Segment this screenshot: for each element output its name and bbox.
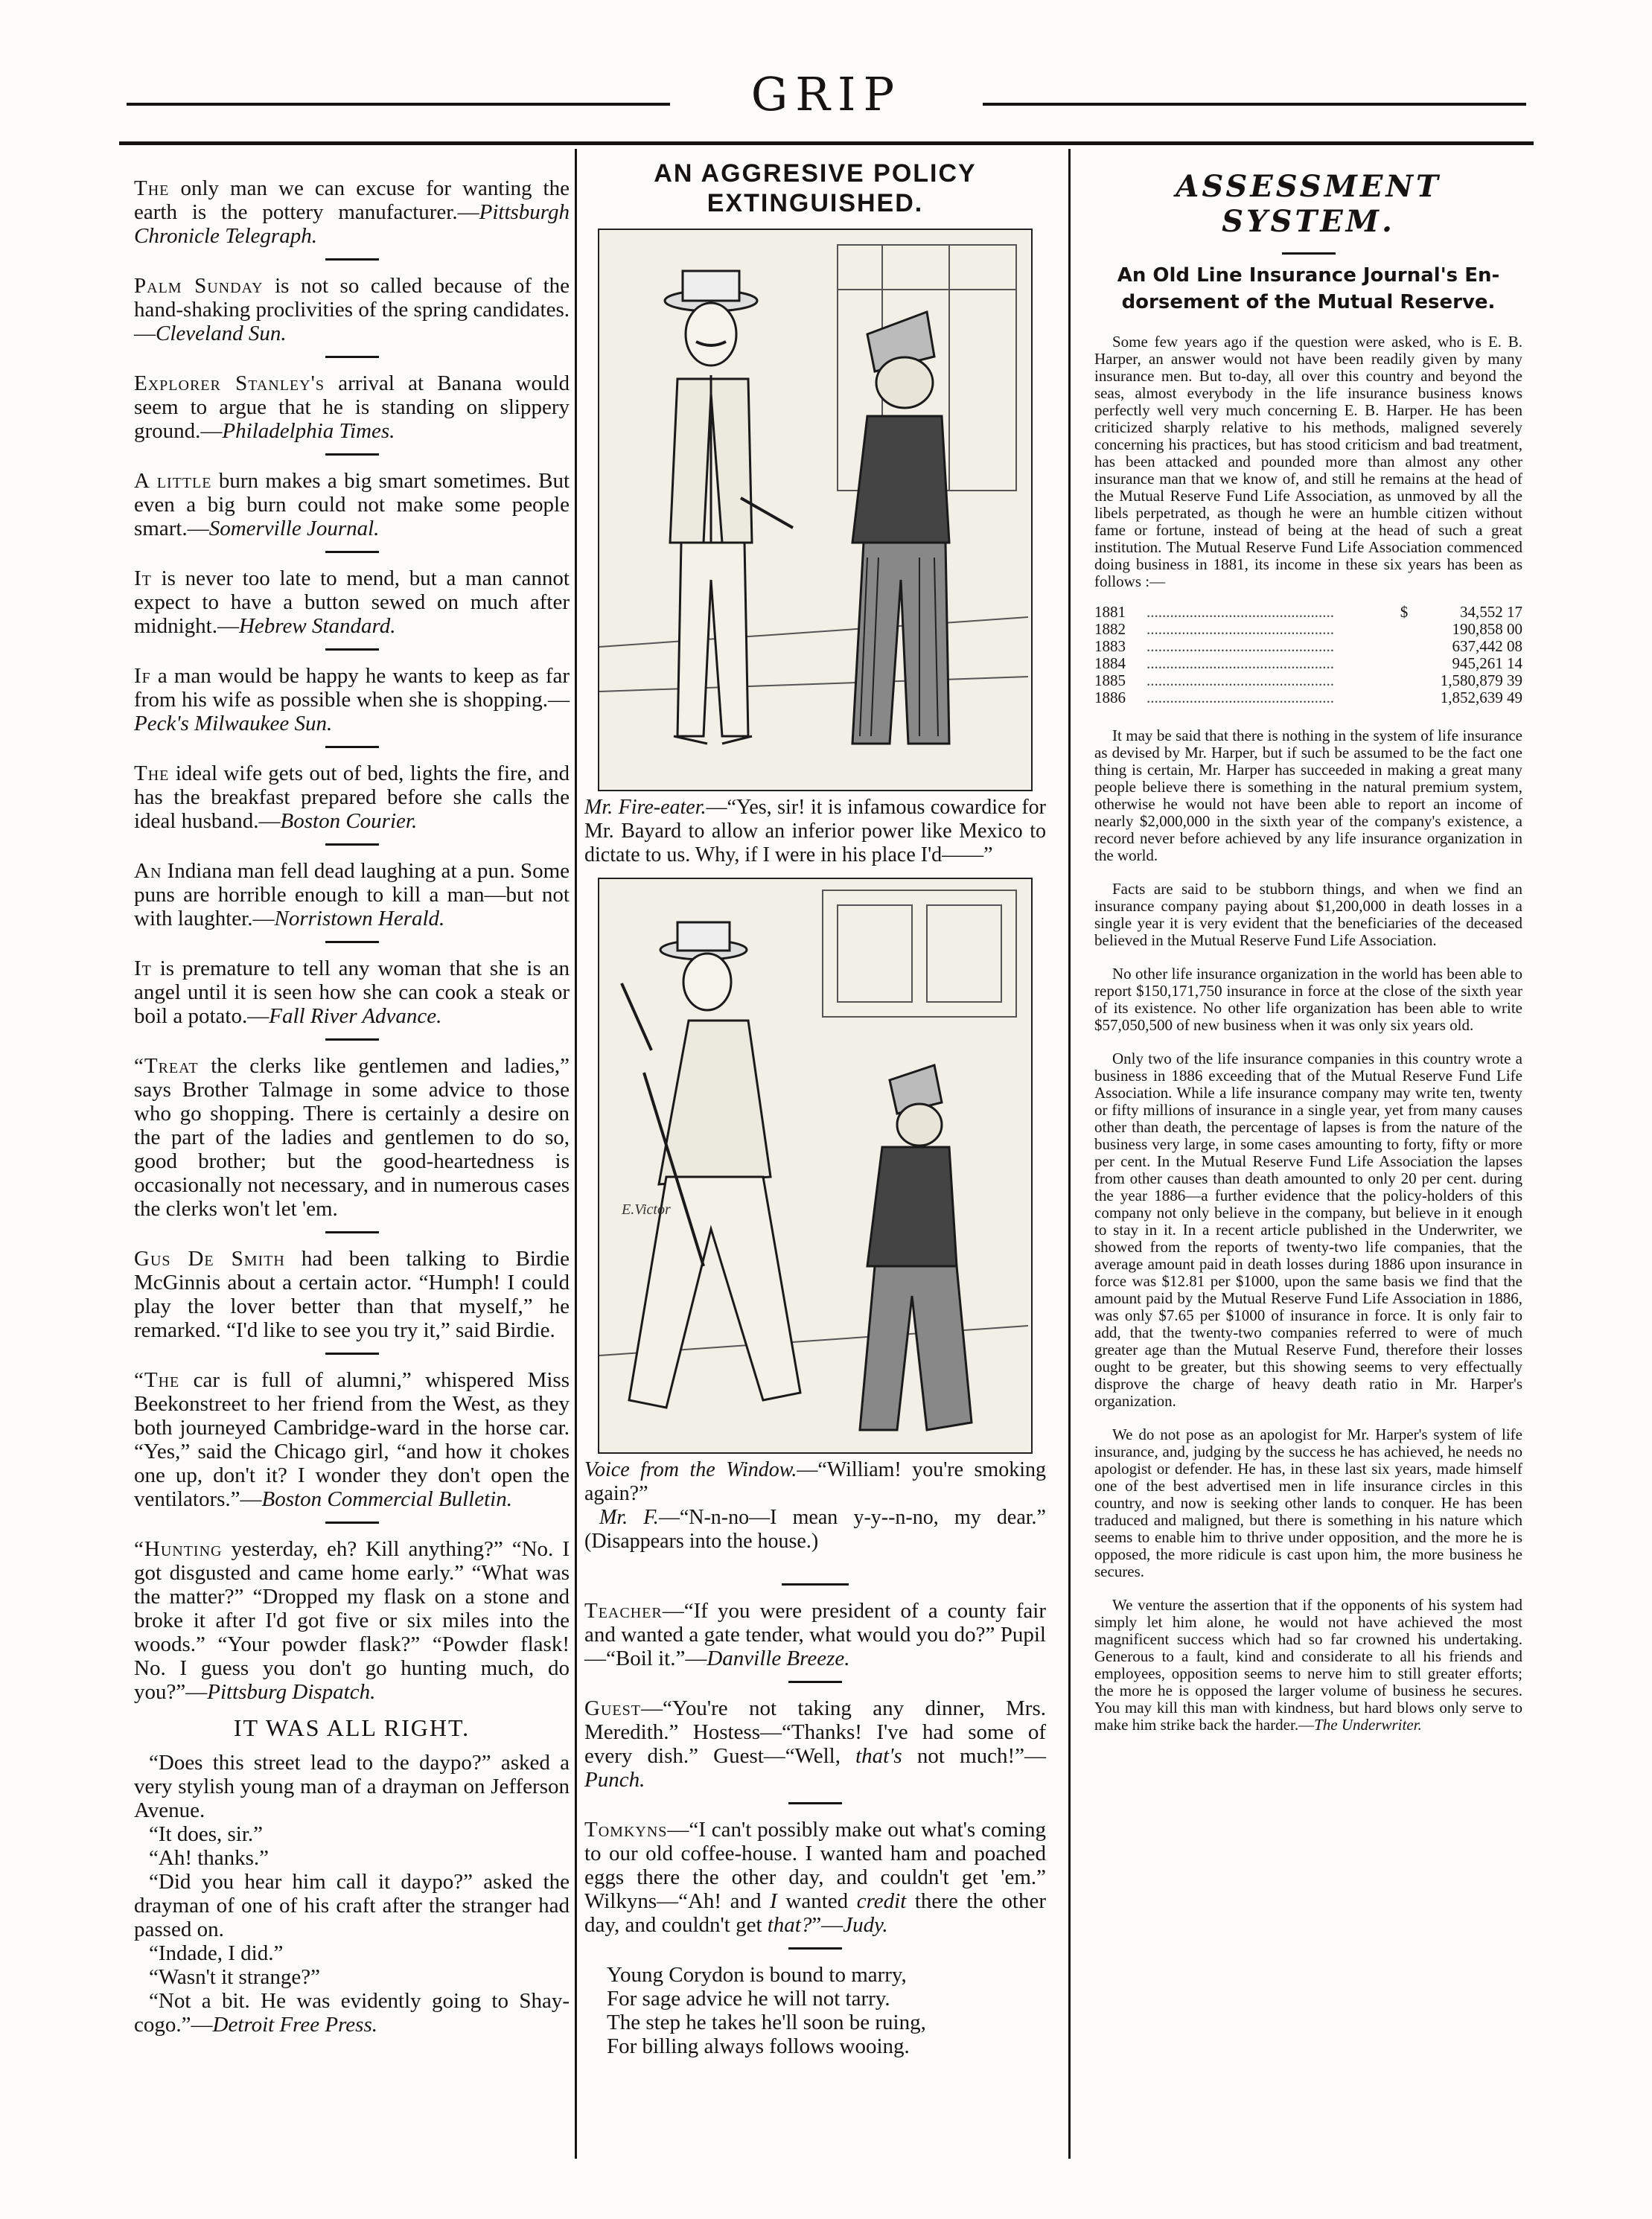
joke-item: If a man would be happy he wants to keep as far from his wife as possible when she is shopping.—Peck's Milwaukee Sun. — [134, 664, 570, 735]
story-line: “Does this street lead to the daypo?” asked a very stylish young man of a drayman on Jefferson Avenue. — [134, 1751, 570, 1822]
separator — [1282, 252, 1336, 255]
story-line: “Indade, I did.” — [149, 1941, 284, 1965]
separator — [788, 1681, 842, 1683]
joke-item: Palm Sunday is not so called because of the hand-shaking proclivities of the spring candidates.—Cleveland Sun. — [134, 274, 570, 345]
story-line: “Did you hear him call it daypo?” asked the drayman of one of his craft after the stranger had passed on. — [134, 1870, 570, 1941]
separator — [325, 453, 379, 456]
cartoon-panel-2 — [598, 878, 1033, 1454]
masthead-rule-right — [983, 103, 1526, 106]
separator — [788, 1802, 842, 1804]
article-paragraph: No other life insurance organization in the world has been able to report $150,171,750 insurance in force at the close of the sixth year of its existence. No other life organization has been able to write $57,050,500 of new business when it was only six years old. — [1094, 965, 1522, 1034]
joke-item: It is premature to tell any woman that she is an angel until it is seen how she can cook a steak or boil a potato.—Fall River Advance. — [134, 957, 570, 1028]
story-line: “Ah! thanks.” — [149, 1846, 270, 1870]
income-row: 1882 ................................................ 190,858 00 — [1094, 620, 1522, 638]
joke-item: Guest—“You're not taking any dinner, Mrs. Meredith.” Hostess—“Thanks! I've had some of every dish.” Guest—“Well, that's not much!”—Punch. — [584, 1696, 1046, 1792]
separator — [325, 1353, 379, 1355]
story-line: “It does, sir.” — [149, 1822, 264, 1846]
top-rule — [119, 141, 1534, 145]
masthead-rule-left — [127, 103, 670, 106]
separator — [325, 551, 379, 553]
separator — [782, 1583, 849, 1586]
separator — [325, 746, 379, 748]
cartoon-title: AN AGGRESIVE POLICY EXTINGUISHED. — [654, 159, 977, 217]
separator — [325, 843, 379, 846]
story-body — [134, 1751, 570, 2037]
column-right — [1094, 153, 1522, 1734]
joke-item: Explorer Stanley's arrival at Banana would seem to argue that he is standing on slippery ground.—Philadelphia Times. — [134, 371, 570, 443]
column-left — [134, 153, 570, 2037]
income-row: 1883 ................................................ 637,442 08 — [1094, 637, 1522, 655]
separator — [325, 258, 379, 261]
article-paragraph: Only two of the life insurance companies in this country wrote a business in 1886 exceeding that of the Mutual Reserve Fund Life Association. While a life insurance company may write ten, twenty or fifty millions of insurance in a single year, yet from many causes other than death, the percentage of lapses is from the nature of the business very large, in some cases amounting to forty, fifty or more per cent. In the Mutual Reserve Fund Life Association the lapses from other causes than death amounted to only 20 per cent. during the year 1886—a further evidence that the policy-holders of this company not only believe in the company, but believe in it enough to stay in it. In a recent article published in the Underwriter, we showed from the reports of twenty-two life companies, that the average amount paid in death losses during 1886 upon insurance in force was $12.81 per $1000, upon the same basis we find that the amount paid by the Mutual Reserve Fund Life Association in 1886, was only $7.65 per $1000 of insurance in force. It is only fair to add, that the twenty-two companies referred to were of much greater age than the Mutual Reserve Fund, therefore their losses ought to be greater, but this showing seems to very effectually disprove the charge of heavy death ratio in Mr. Harper's organization. — [1094, 1050, 1522, 1410]
separator — [325, 1231, 379, 1233]
poem-line: The step he takes he'll soon be ruing, — [607, 2011, 926, 2034]
column-rule-2 — [1068, 149, 1071, 2159]
separator — [325, 1038, 379, 1041]
cartoon-panel-1 — [598, 229, 1033, 791]
cartoon-caption-3: Mr. F.—“N-n-no—I mean y-y--n-no, my dear.” (Disappears into the house.) — [584, 1506, 1046, 1553]
separator — [325, 1522, 379, 1524]
article-paragraph: Facts are said to be stubborn things, and when we find an insurance company paying about $1,200,000 in death losses in a single year it is very evident that the beneficiaries of the deceased believed in the Mutual Reserve Fund Life Association. — [1094, 880, 1522, 949]
article-title: ASSESSMENT SYSTEM. — [1176, 169, 1441, 239]
separator — [325, 648, 379, 651]
column-middle — [584, 153, 1046, 2058]
poem — [584, 1963, 1046, 2058]
cartoon-caption-1: Mr. Fire-eater.—“Yes, sir! it is infamous cowardice for Mr. Bayard to allow an inferior power like Mexico to dictate to us. Why, if I were in his place I'd——” — [584, 796, 1046, 866]
masthead — [127, 67, 1526, 138]
joke-item: Teacher—“If you were president of a county fair and wanted a gate tender, what would you do?” Pupil—“Boil it.”—Danville Breeze. — [584, 1599, 1046, 1670]
income-row: 1886 ................................................ 1,852,639 49 — [1094, 689, 1522, 706]
joke-item: “Hunting yesterday, eh? Kill anything?” “No. I got disgusted and came home early.” “What was the matter?” “Dropped my flask on a stone and broke it after I'd got five or six miles into the woods.” “Your powder flask?” “Powder flask! No. I guess you don't go hunting much, do you?”—Pittsburg Dispatch. — [134, 1537, 570, 1704]
income-row: 1884 ................................................ 945,261 14 — [1094, 654, 1522, 672]
joke-item: The only man we can excuse for wanting the earth is the pottery manufacturer.—Pittsburgh Chronicle Telegraph. — [134, 176, 570, 248]
story-line: “Not a bit. He was evidently going to Shay-cogo.”—Detroit Free Press. — [134, 1989, 570, 2037]
story-title: IT WAS ALL RIGHT. — [233, 1714, 471, 1741]
separator — [325, 356, 379, 358]
income-row: 1885 ................................................ 1,580,879 39 — [1094, 671, 1522, 689]
article-paragraph: We venture the assertion that if the opponents of his system had simply let him alone, he would not have achieved the most magnificent success which had so far crowned his undertaking. Generous to a fault, kind and considerate to all his friends and employees, opposition seems to nerve him to still greater efforts; the more he is opposed the larger volume of business he secures. You may kill this man with kindness, but hard blows only serve to make him strike back the harder.—The Underwriter. — [1094, 1596, 1522, 1734]
joke-item: “The car is full of alumni,” whispered Miss Beekonstreet to her friend from the West, as they both journeyed Cambridge-ward in the horse car. “Yes,” said the Chicago girl, “and how it chokes one up, don't it? I wonder they don't open the ventilators.”—Boston Commercial Bulletin. — [134, 1368, 570, 1511]
joke-item: Gus De Smith had been talking to Birdie McGinnis about a certain actor. “Humph! I could play the lover better than that myself,” he remarked. “I'd like to see you try it,” said Birdie. — [134, 1247, 570, 1342]
income-table — [1094, 604, 1522, 706]
article-paragraph: It may be said that there is nothing in the system of life insurance as devised by Mr. Harper, but if such be assumed to be the fact one thing is certain, Mr. Harper has succeeded in making a great many people believe there is something in the natural premium system, otherwise he would not have been able to report an income of nearly $2,000,000 in the sixth year of the company's existence, a record never before achieved by any life insurance organization in the world. — [1094, 727, 1522, 864]
article-paragraph: Some few years ago if the question were asked, who is E. B. Harper, an answer would not have been readily given by many insurance men. But to-day, all over this country and beyond the seas, almost everybody in the life insurance business knows perfectly well very much concerning E. B. Harper. He has been criticized sharply relative to his methods, maligned severely concerning his practices, but has stood criticism and bad treatment, has been attacked and pounded more than almost any other insurance man that we know of, and still he remains at the head of the Mutual Reserve Fund Life Association, as unmoved by all the libels perpetrated, as though he were an humble citizen without fame or fortune, instead of being at the head of such a great institution. The Mutual Reserve Fund Life Association commenced doing business in 1881, its income in these six years has been as follows :— — [1094, 333, 1522, 590]
cartoon-caption-2: Voice from the Window.—“William! you're smoking again?” — [584, 1458, 1046, 1505]
joke-item: “Treat the clerks like gentlemen and ladies,” says Brother Talmage in some advice to those who go shopping. There is certainly a desire on the part of the ladies and gentlemen to do so, good brother; but the good-heartedness is occasionally not necessary, and in numerous cases the clerks won't let 'em. — [134, 1054, 570, 1221]
article-subtitle: An Old Line Insurance Journal's En- dorsement of the Mutual Reserve. — [1117, 264, 1500, 313]
joke-item: It is never too late to mend, but a man cannot expect to have a button sewed on much after midnight.—Hebrew Standard. — [134, 566, 570, 638]
joke-item: The ideal wife gets out of bed, lights the fire, and has the breakfast prepared before she calls the ideal husband.—Boston Courier. — [134, 762, 570, 833]
poem-line: For billing always follows wooing. — [607, 2034, 910, 2058]
separator — [788, 1947, 842, 1950]
poem-line: For sage advice he will not tarry. — [607, 1987, 890, 2011]
artist-signature: E.Victor — [622, 1201, 671, 1218]
column-rule-1 — [575, 149, 577, 2159]
poem-line: Young Corydon is bound to marry, — [607, 1963, 907, 1987]
joke-item: Tomkyns—“I can't possibly make out what's coming to our old coffee-house. I wanted ham and poached eggs there the other day, and couldn't get 'em.” Wilkyns—“Ah! and I wanted credit there the other day, and couldn't get that?”—Judy. — [584, 1818, 1046, 1937]
article-paragraph: We do not pose as an apologist for Mr. Harper's system of life insurance, and, judging by the success he has achieved, he needs no apologist or defender. He has, in these last six years, made himself one of the best advertised men in life insurance circles in this country, and now is seeking other lands to conquer. He has been traduced and maligned, but there is something in his nature which seems to enable him to thrive under opposition, and the more he is opposed, the more ridicule is cast upon him, the more business he secures. — [1094, 1425, 1522, 1580]
separator — [325, 941, 379, 943]
joke-item: An Indiana man fell dead laughing at a pun. Some puns are horrible enough to kill a man—but not with laughter.—Norristown Herald. — [134, 859, 570, 930]
joke-item: A little burn makes a big smart sometimes. But even a big burn could not make some people smart.—Somerville Journal. — [134, 469, 570, 540]
story-line: “Wasn't it strange?” — [149, 1965, 320, 1989]
masthead-title: GRIP — [736, 67, 916, 121]
income-row: 1881 ................................................ $ 34,552 17 — [1094, 603, 1522, 621]
